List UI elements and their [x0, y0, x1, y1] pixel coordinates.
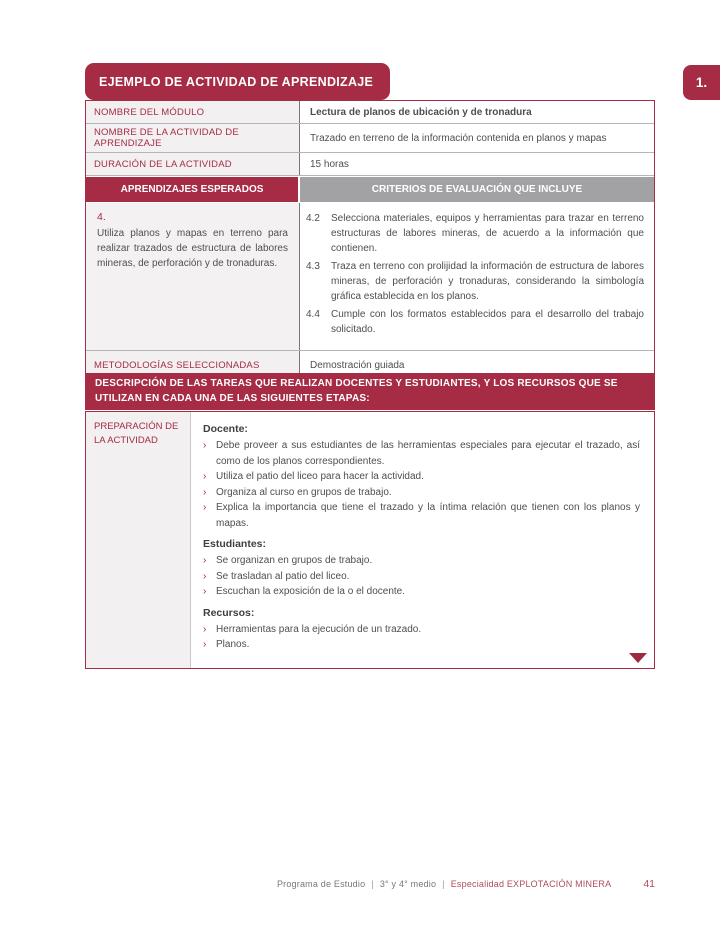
bullet-icon: ›	[203, 440, 207, 451]
list-item: › Planos.	[203, 637, 640, 653]
footer-meta	[277, 879, 611, 889]
preparation-table	[85, 411, 655, 669]
row-value-module: Lectura de planos de ubicación y de tronadura	[310, 106, 532, 118]
bullet-icon: ›	[203, 623, 207, 635]
chapter-badge: 1.	[683, 65, 720, 100]
bullet-icon: ›	[203, 639, 207, 650]
row-label-duration: DURACIÓN DE LA ACTIVIDAD	[86, 153, 300, 175]
table-row	[86, 101, 654, 124]
list-item: › Organiza al curso en grupos de trabajo.	[203, 485, 640, 501]
group-heading-docente: Docente:	[203, 423, 248, 435]
content-row	[86, 203, 654, 351]
list-item: › Explica la importancia que tiene el trazado y la íntima relación que tienen con los planos y mapas.	[203, 500, 640, 531]
page-title: EJEMPLO DE ACTIVIDAD DE APRENDIZAJE	[85, 63, 390, 100]
learning-text: Utiliza planos y mapas en terreno para realizar trazados de estructura de labores mineras, de perforación y de tronaduras.	[97, 228, 288, 269]
continuation-arrow-icon	[629, 653, 647, 663]
learning-number: 4.	[97, 211, 106, 223]
bullet-icon: ›	[203, 555, 207, 566]
page-footer	[277, 878, 655, 890]
criteria-number: 4.2	[306, 213, 320, 224]
list-item: › Escuchan la exposición de la o el docente.	[203, 584, 640, 600]
footer-program: Programa de Estudio	[276, 879, 366, 889]
row-value-methodology: Demostración guiada	[310, 359, 405, 371]
footer-grade: 3° y 4° medio	[379, 879, 437, 889]
row-value-duration: 15 horas	[310, 158, 349, 170]
row-label-activity-name: NOMBRE DE LA ACTIVIDAD DE APRENDIZAJE	[86, 124, 300, 152]
list-item: › Se trasladan al patio del liceo.	[203, 569, 640, 585]
criteria-number: 4.4	[306, 309, 320, 320]
column-header-criteria: CRITERIOS DE EVALUACIÓN QUE INCLUYE	[300, 177, 654, 202]
bullet-icon: ›	[203, 471, 207, 482]
activity-info-table	[85, 100, 655, 380]
list-item: › Debe proveer a sus estudiantes de las herramientas especiales para ejecutar el trazado, así como de los planos correspondientes.	[203, 438, 640, 469]
bullet-icon: ›	[203, 502, 207, 513]
footer-separator: |	[442, 879, 445, 889]
list-item: › Herramientas para la ejecución de un trazado.	[203, 622, 640, 638]
bullet-icon: ›	[203, 570, 207, 582]
row-label-methodology: METODOLOGÍAS SELECCIONADAS	[86, 351, 300, 379]
criteria-text: Selecciona materiales, equipos y herramientas para trazar en terreno estructuras de labores mineras, de acuerdo a la información que contienen.	[331, 213, 644, 254]
preparation-content	[191, 412, 654, 668]
bullet-icon: ›	[203, 586, 207, 597]
criteria-item	[306, 307, 644, 337]
group-heading-estudiantes: Estudiantes:	[203, 538, 267, 550]
column-header-learning: APRENDIZAJES ESPERADOS	[86, 177, 300, 202]
criteria-number: 4.3	[306, 261, 320, 272]
column-header-row	[86, 177, 654, 203]
criteria-text: Traza en terreno con prolijidad la información de estructura de labores mineras, de perforación y tronaduras, considerando la simbología gráfica establecida en los planos.	[331, 261, 644, 302]
criteria-item	[306, 259, 644, 304]
description-banner: DESCRIPCIÓN DE LAS TAREAS QUE REALIZAN DOCENTES Y ESTUDIANTES, Y LOS RECURSOS QUE SE UTILIZAN EN CADA UNA DE LAS SIGUIENTES ETAPAS:	[85, 373, 655, 410]
table-row	[86, 153, 654, 176]
row-value-activity-name: Trazado en terreno de la información contenida en planos y mapas	[310, 132, 607, 144]
preparation-label: PREPARACIÓN DE LA ACTIVIDAD	[86, 412, 191, 668]
page-number: 41	[643, 878, 655, 890]
row-label-module: NOMBRE DEL MÓDULO	[86, 101, 300, 123]
group-heading-recursos: Recursos:	[203, 606, 255, 619]
footer-specialty: Especialidad EXPLOTACIÓN MINERA	[450, 879, 612, 889]
footer-separator: |	[371, 879, 374, 889]
criteria-item	[306, 211, 644, 256]
criteria-cell	[300, 203, 654, 350]
list-item: › Utiliza el patio del liceo para hacer la actividad.	[203, 469, 640, 485]
criteria-text: Cumple con los formatos establecidos para el desarrollo del trabajo solicitado.	[331, 309, 644, 335]
table-row	[86, 124, 654, 153]
list-item: › Se organizan en grupos de trabajo.	[203, 553, 640, 569]
bullet-icon: ›	[203, 486, 207, 498]
learning-expected-cell	[86, 203, 300, 350]
